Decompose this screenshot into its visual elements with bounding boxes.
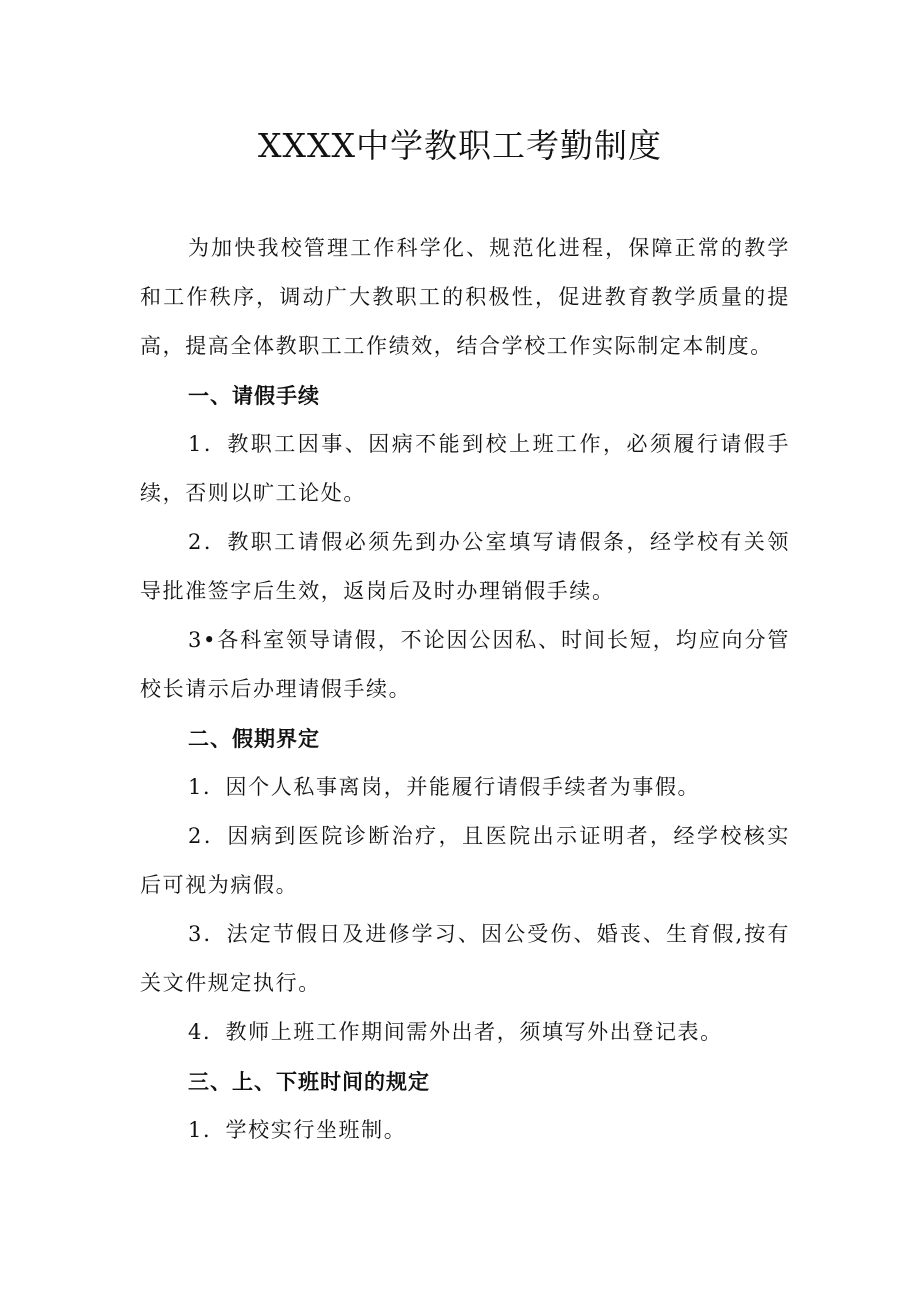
document-title: XXXX中学教职工考勤制度 xyxy=(258,126,662,165)
section-heading-leave-definition: 二、假期界定 xyxy=(188,726,320,751)
section-heading-leave-procedure: 一、请假手续 xyxy=(188,383,320,408)
section-2-item-1: 1．因个人私事离岗，并能履行请假手续者为事假。 xyxy=(188,775,701,799)
section-1-item-3: 3•各科室领导请假，不论因公因私、时间长短，均应向分管校长请示后办理请假手续。 xyxy=(140,628,790,701)
section-3-item-1: 1．学校实行坐班制。 xyxy=(188,1118,407,1142)
document-body xyxy=(140,224,790,1155)
section-2-item-4: 4．教师上班工作期间需外出者，须填写外出登记表。 xyxy=(188,1020,723,1044)
section-1-item-1: 1．教职工因事、因病不能到校上班工作，必须履行请假手续，否则以旷工论处。 xyxy=(140,432,790,505)
section-1-item-2: 2．教职工请假必须先到办公室填写请假条，经学校有关领导批准签字后生效，返岗后及时办理销假手续。 xyxy=(140,530,790,603)
section-2-item-3: 3．法定节假日及进修学习、因公受伤、婚丧、生育假,按有关文件规定执行。 xyxy=(140,922,790,995)
section-2-item-2: 2．因病到医院诊断治疗，且医院出示证明者，经学校核实后可视为病假。 xyxy=(140,824,790,897)
intro-paragraph: 为加快我校管理工作科学化、规范化进程，保障正常的教学和工作秩序，调动广大教职工的积极性，促进教育教学质量的提高，提高全体教职工工作绩效，结合学校工作实际制定本制度。 xyxy=(140,236,790,358)
section-heading-work-hours: 三、上、下班时间的规定 xyxy=(188,1069,430,1094)
